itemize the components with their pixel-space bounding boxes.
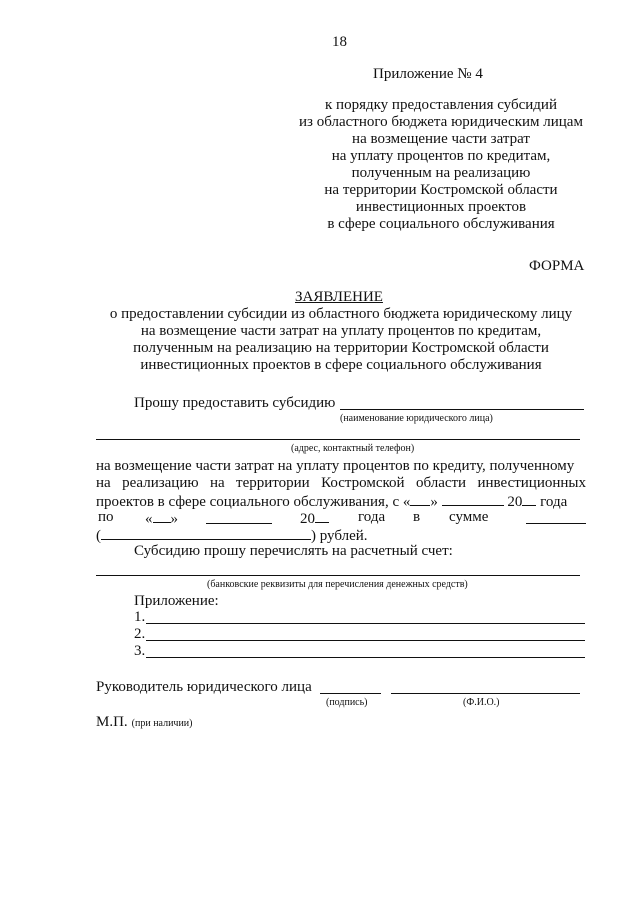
appendix-line: из областного бюджета юридическим лицам	[299, 114, 583, 130]
entity-name-field[interactable]	[340, 409, 584, 410]
attachment-field-3[interactable]	[146, 657, 585, 658]
transfer-label: Субсидию прошу перечислять на расчетный счет:	[134, 543, 453, 559]
body-text-line-1: на возмещение части затрат на уплату процентов по кредиту, полученному	[96, 458, 575, 474]
bank-details-field[interactable]	[96, 575, 580, 576]
end-day-field[interactable]	[153, 509, 171, 523]
bank-details-hint: (банковские реквизиты для перечисления денежных средств)	[207, 579, 468, 590]
request-label: Прошу предоставить субсидию	[134, 395, 336, 411]
po-label: по	[98, 509, 114, 525]
end-month-field[interactable]	[206, 523, 272, 524]
stamp-hint: (при наличии)	[131, 718, 193, 729]
year-prefix: 20	[300, 511, 315, 527]
form-label: ФОРМА	[529, 258, 585, 274]
quote-close: »	[170, 511, 178, 527]
statement-line: о предоставлении субсидии из областного бюджета юридическому лицу	[109, 306, 573, 322]
page-number: 18	[332, 34, 347, 50]
appendix-line: на возмещение части затрат	[352, 131, 530, 147]
statement-line: полученным на реализацию на территории Костромской области	[133, 340, 549, 356]
signature-field[interactable]	[320, 693, 381, 694]
quote-open: «	[145, 511, 153, 527]
attachment-field-2[interactable]	[146, 640, 585, 641]
stamp-line	[96, 713, 193, 731]
head-label: Руководитель юридического лица	[96, 679, 312, 695]
attachment-field-1[interactable]	[146, 623, 585, 624]
summe-label: сумме	[449, 509, 489, 525]
appendix-reference	[283, 97, 599, 233]
attachment-number: 3.	[134, 643, 146, 659]
body-text-line-2: на реализацию на территории Костромской области инвестиционных	[96, 475, 586, 491]
signature-hint: (подпись)	[326, 697, 368, 708]
appendix-line: инвестиционных проектов	[355, 199, 527, 215]
appendix-line: к порядку предоставления субсидий	[325, 97, 557, 113]
statement-line: инвестиционных проектов в сфере социального обслуживания	[140, 357, 542, 373]
end-year-word: года	[358, 509, 386, 525]
appendix-line: полученным на реализацию	[351, 165, 531, 181]
appendix-line: на территории Костромской области	[324, 182, 558, 198]
appendix-line: в сфере социального обслуживания	[327, 216, 555, 232]
address-hint: (адрес, контактный телефон)	[291, 443, 415, 454]
quote-open: «	[402, 494, 411, 510]
amount-words-field[interactable]	[101, 526, 311, 540]
appendix-title: Приложение № 4	[373, 66, 483, 82]
fio-hint: (Ф.И.О.)	[463, 697, 500, 708]
year-prefix: 20	[507, 494, 523, 510]
attachment-number: 2.	[134, 626, 146, 642]
year-word: года	[540, 494, 568, 510]
paren-open: (	[96, 528, 101, 544]
statement-title: ЗАЯВЛЕНИЕ	[295, 289, 383, 305]
attachment-number: 1.	[134, 609, 146, 625]
entity-name-hint: (наименование юридического лица)	[340, 413, 493, 424]
amount-field[interactable]	[526, 523, 586, 524]
body-text-span: проектов в сфере социального обслуживания, с	[96, 494, 400, 510]
preposition-v: в	[413, 509, 421, 525]
stamp-label: М.П.	[96, 714, 128, 730]
fio-field[interactable]	[391, 693, 580, 694]
statement-subtitle	[90, 306, 592, 374]
start-day-field[interactable]	[410, 492, 430, 506]
rubles-label: ) рублей.	[311, 528, 368, 544]
start-month-field[interactable]	[442, 492, 504, 506]
attachment-title: Приложение:	[134, 593, 219, 609]
quote-close: »	[430, 494, 438, 510]
start-year-field[interactable]	[522, 492, 536, 506]
address-field[interactable]	[96, 439, 580, 440]
statement-line: на возмещение части затрат на уплату процентов по кредитам,	[140, 323, 542, 339]
end-year-field[interactable]	[315, 509, 329, 523]
appendix-line: на уплату процентов по кредитам,	[331, 148, 551, 164]
